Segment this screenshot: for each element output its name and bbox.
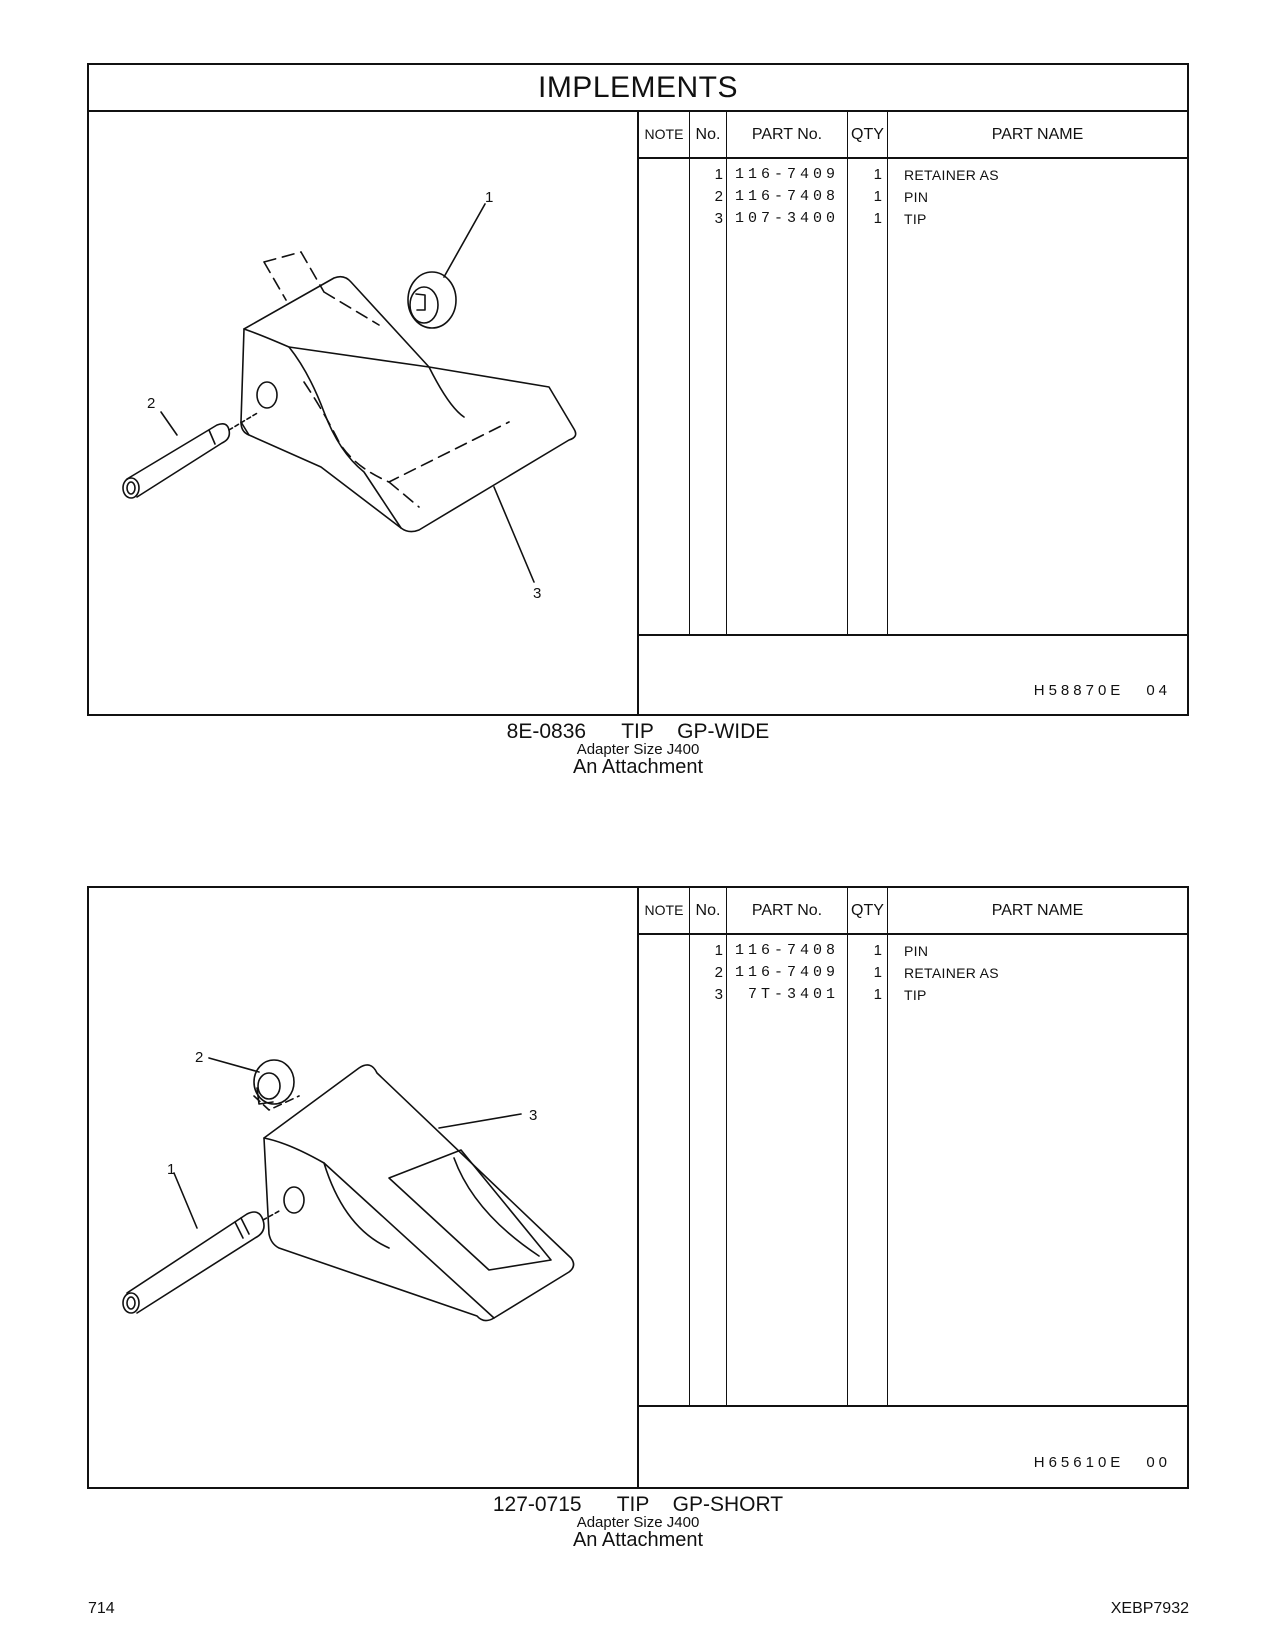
row-part-name: TIP <box>904 211 927 227</box>
col-note: NOTE <box>644 126 684 142</box>
row-qty: 1 <box>873 986 882 1003</box>
table-row <box>639 186 1187 208</box>
exploded-drawing-2 <box>89 888 639 1487</box>
col-part-no: PART No. <box>751 902 823 919</box>
callout-2: 2 <box>195 1049 204 1066</box>
row-qty: 1 <box>873 964 882 981</box>
row-part-no: 7T-3401 <box>747 986 839 1003</box>
row-part-name: RETAINER AS <box>904 965 999 981</box>
table-row <box>639 962 1187 984</box>
page-number: 714 <box>88 1600 115 1617</box>
callout-1: 1 <box>485 189 494 206</box>
callout-3: 3 <box>533 585 542 602</box>
row-part-no: 116-7409 <box>734 964 839 981</box>
caption-attachment: An Attachment <box>572 756 704 778</box>
row-qty: 1 <box>873 942 882 959</box>
tip-gp-short-illustration <box>89 888 637 1487</box>
caption-title: 8E-0836 TIP GP-WIDE <box>506 720 770 743</box>
callout-3: 3 <box>529 1107 538 1124</box>
row-qty: 1 <box>873 210 882 227</box>
caption-adapter: Adapter Size J400 <box>576 1514 700 1531</box>
row-part-no: 116-7408 <box>734 188 839 205</box>
col-qty: QTY <box>851 902 884 919</box>
exploded-drawing-1 <box>89 112 639 716</box>
ref-code: H58870E <box>1033 682 1125 699</box>
col-no: No. <box>695 126 721 143</box>
callout-numbers <box>167 1049 537 1178</box>
ref-revision: 04 <box>1146 682 1171 699</box>
col-no: No. <box>695 902 721 919</box>
col-part-no: PART No. <box>751 126 823 143</box>
parts-table-2 <box>639 888 1187 1487</box>
caption-title: 127-0715 TIP GP-SHORT <box>492 1493 784 1516</box>
row-part-name: PIN <box>904 943 929 959</box>
col-part-name: PART NAME <box>991 902 1084 919</box>
tip-gp-wide-illustration <box>89 112 637 716</box>
row-qty: 1 <box>873 166 882 183</box>
row-no: 2 <box>714 188 723 205</box>
ref-revision: 00 <box>1146 1454 1171 1471</box>
row-part-name: TIP <box>904 987 927 1003</box>
row-qty: 1 <box>873 188 882 205</box>
row-no: 1 <box>714 166 723 183</box>
row-no: 2 <box>714 964 723 981</box>
illustration-ref <box>1034 682 1171 699</box>
parts-panel-1 <box>87 63 1189 716</box>
table-footer-divider <box>639 1405 1187 1407</box>
caption-2 <box>87 1495 1189 1550</box>
section-header <box>89 65 1187 112</box>
caption-adapter: Adapter Size J400 <box>576 741 700 758</box>
ref-code: H65610E <box>1033 1454 1125 1471</box>
row-no: 3 <box>714 986 723 1003</box>
table-row <box>639 984 1187 1006</box>
col-note: NOTE <box>644 902 684 918</box>
table-header-row <box>639 112 1187 159</box>
table-row <box>639 940 1187 962</box>
caption-attachment: An Attachment <box>572 1529 704 1551</box>
row-part-no: 116-7408 <box>734 942 839 959</box>
callout-2: 2 <box>147 395 156 412</box>
callout-1: 1 <box>167 1161 176 1178</box>
col-part-name: PART NAME <box>991 126 1084 143</box>
row-no: 1 <box>714 942 723 959</box>
table-row <box>639 208 1187 230</box>
row-part-no: 107-3400 <box>734 210 839 227</box>
caption-1 <box>87 722 1189 777</box>
table-footer-divider <box>639 634 1187 636</box>
illustration-ref <box>1034 1454 1171 1471</box>
table-header-row <box>639 888 1187 935</box>
row-part-name: PIN <box>904 189 929 205</box>
parts-panel-2 <box>87 886 1189 1489</box>
document-code: XEBP7932 <box>1110 1600 1189 1617</box>
callout-numbers <box>147 189 541 602</box>
table-row <box>639 164 1187 186</box>
row-part-no: 116-7409 <box>734 166 839 183</box>
row-no: 3 <box>714 210 723 227</box>
row-part-name: RETAINER AS <box>904 167 999 183</box>
parts-table-1 <box>639 112 1187 716</box>
section-title: IMPLEMENTS <box>537 71 739 104</box>
col-qty: QTY <box>851 126 884 143</box>
